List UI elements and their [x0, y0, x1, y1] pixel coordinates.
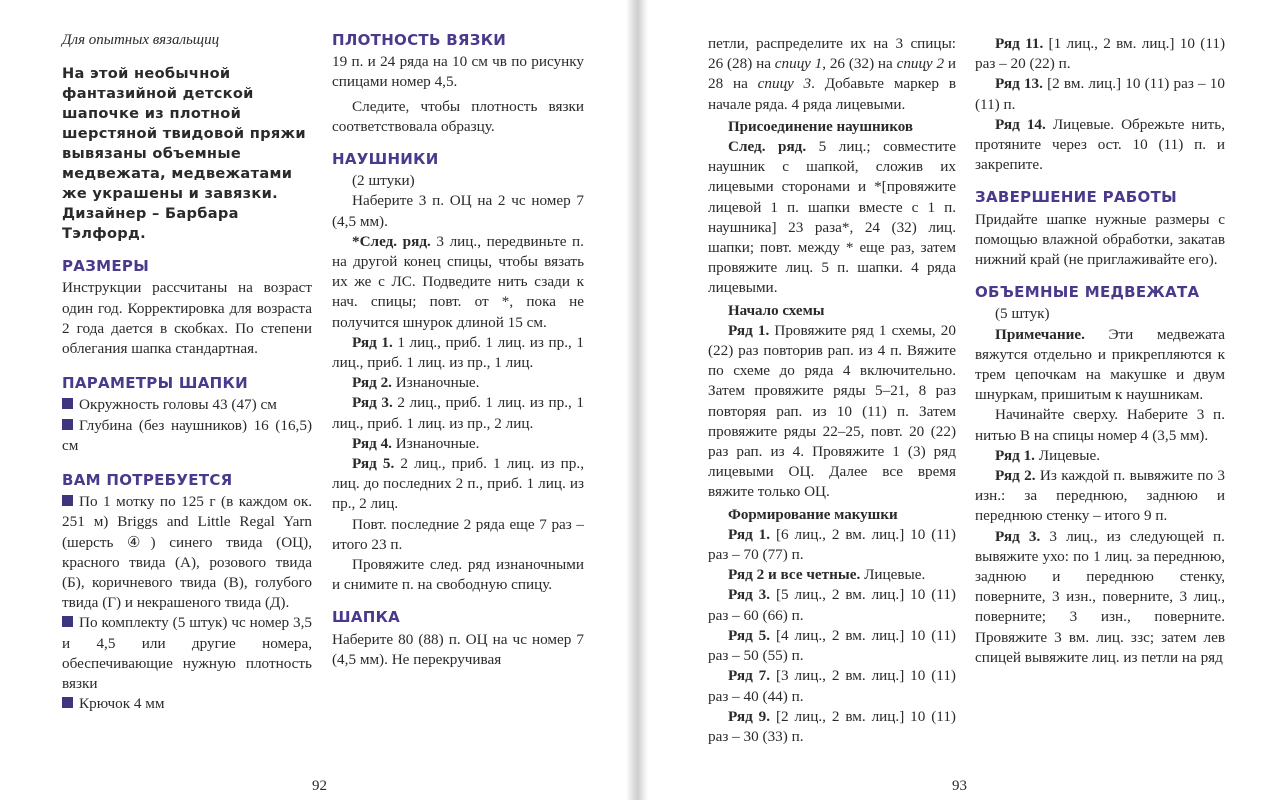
hat-param-item: Глубина (без наушников) 16 (16,5) см: [62, 416, 312, 454]
chart-start-heading: Начало схемы: [728, 302, 825, 319]
finishing-heading: ЗАВЕРШЕНИЕ РАБОТЫ: [975, 188, 1177, 207]
hat-text: Наберите 80 (88) п. ОЦ на чс номер 7 (4,5 мм). Не перекручивая: [332, 630, 584, 668]
book-spine: [626, 0, 648, 800]
column-1: [62, 30, 312, 714]
material-item: По 1 мотку по 125 г (в каждом ок. 251 м) Briggs and Little Regal Yarn (шерсть ④) синего твида (ОЦ), красного твида (А), розового твида (Б), коричневого твида (В), голубого твида (Г) и некрашеного твида (Д).: [62, 493, 312, 612]
crown-row: Ряд 1. [6 лиц., 2 вм. лиц.] 10 (11) раз – 70 (77) п.: [708, 525, 956, 564]
earflap-row: Ряд 5. 2 лиц., приб. 1 лиц. из пр., лиц. до последних 2 п., приб. 1 лиц. из пр., 2 лиц.: [332, 455, 584, 513]
crown-row: Ряд 11. [1 лиц., 2 вм. лиц.] 10 (11) раз – 20 (22) п.: [975, 35, 1226, 73]
column-2: [332, 30, 584, 670]
earflaps-count: (2 штуки): [352, 172, 415, 190]
bears-count: (5 штук): [995, 305, 1050, 323]
page-number-right: 93: [952, 778, 967, 794]
intro-text: На этой необычной фантазийной детской шапочке из плотной шерстяной твидовой пряжи вывязаны объемные медвежата, медвежатами же украшены и завязки. Дизайнер – Барбара Тэлфорд.: [62, 65, 306, 243]
bears-heading: ОБЪЕМНЫЕ МЕДВЕЖАТА: [975, 283, 1200, 302]
crown-row: Ряд 13. [2 вм. лиц.] 10 (11) раз – 10 (11) п.: [975, 75, 1225, 113]
column-3: [708, 34, 956, 747]
crown-row: Ряд 3. [5 лиц., 2 вм. лиц.] 10 (11) раз – 60 (66) п.: [708, 586, 956, 624]
materials-heading: ВАМ ПОТРЕБУЕТСЯ: [62, 471, 233, 490]
finishing-text: Придайте шапке нужные размеры с помощью влажной обработки, закатав нижний край (не приглаживайте его).: [975, 210, 1225, 269]
material-item: Крючок 4 мм: [62, 694, 312, 714]
earflaps-cast-on: Наберите 3 п. ОЦ на 2 чс номер 7 (4,5 мм).: [332, 192, 584, 230]
bears-note: Примечание. Эти медвежата вяжутся отдельно и прикрепляются к трем цепочкам на макушке и двум шнуркам, пришитым к наушникам.: [975, 325, 1225, 404]
earflaps-heading: НАУШНИКИ: [332, 150, 439, 169]
bears-start: Начинайте сверху. Наберите 3 п. нитью В на спицы номер 4 (3,5 мм).: [975, 406, 1225, 444]
earflaps-final: Провяжите след. ряд изнаночными и снимите п. на свободную спицу.: [332, 556, 584, 594]
material-item: По комплекту (5 штук) чс номер 3,5 и 4,5 или другие номера, обеспечивающие нужную плотность вязки: [62, 614, 312, 693]
bear-row: Ряд 1. Лицевые.: [995, 446, 1100, 464]
crown-row: Ряд 2 и все четные. Лицевые.: [728, 566, 926, 584]
bullet-square-icon: [62, 697, 73, 708]
hat-param-item: Окружность головы 43 (47) см: [62, 395, 312, 415]
page-number-left: 92: [312, 778, 327, 794]
crown-row: Ряд 14. Лицевые. Обрежьте нить, протяните через ост. 10 (11) п. и закрепите.: [975, 115, 1225, 174]
earflaps-next-row: *След. ряд. 3 лиц., передвиньте п. на другой конец спицы, чтобы вязать их же с ЛС. Подведите нить сзади к нач. спицы; повт. от *, пока не получится шнурок длиной 15 см.: [332, 232, 584, 331]
column-4: [975, 34, 1225, 668]
hat-params-heading: ПАРАМЕТРЫ ШАПКИ: [62, 374, 248, 393]
earflaps-repeat: Повт. последние 2 ряда еще 7 раз – итого 23 п.: [332, 515, 584, 553]
gauge-note: Следите, чтобы плотность вязки соответствовала образцу.: [332, 97, 584, 135]
crown-row: Ряд 9. [2 лиц., 2 вм. лиц.] 10 (11) раз – 30 (33) п.: [708, 707, 956, 745]
continued-text: петли, распределите их на 3 спицы: 26 (28) на спицу 1, 26 (32) на спицу 2 и 28 на спицу 3. Добавьте маркер в начале ряда. 4 ряда лицевыми.: [708, 35, 956, 113]
crown-heading: Формирование макушки: [728, 506, 898, 523]
chart-start-text: Ряд 1. Провяжите ряд 1 схемы, 20 (22) раз повторив рап. из 4 п. Вяжите по схеме до ряда 4 включительно. Затем провяжите ряды 5–21, 8 раз повторяя рап. из 10 (11) п. Затем провяжите ряды 22–25, повт. 20 (22) раз рап. из 4. Провяжите 1 (3) ряд лицевыми ОЦ. Далее все время вяжите только ОЦ.: [708, 321, 956, 501]
bear-row: Ряд 2. Из каждой п. вывяжите по 3 изн.: за переднюю, заднюю и переднюю стенку – итого 9 п.: [975, 467, 1225, 525]
bullet-square-icon: [62, 398, 73, 409]
bear-row: Ряд 3. 3 лиц., из следующей п. вывяжите ухо: по 1 лиц. за переднюю, заднюю и переднюю стенку, поверните, 3 изн., поверните, 3 лиц., поверните; 3 изн., поверните. Провяжите 3 вм. лиц. ззс; затем лев спицей вывяжите лиц. из петли на ряд: [975, 527, 1225, 666]
hat-heading: ШАПКА: [332, 608, 401, 627]
attach-heading: Присоединение наушников: [728, 118, 913, 135]
sizes-heading: РАЗМЕРЫ: [62, 257, 150, 276]
bullet-square-icon: [62, 495, 73, 506]
crown-row: Ряд 5. [4 лиц., 2 вм. лиц.] 10 (11) раз – 50 (55) п.: [708, 626, 956, 665]
crown-row: Ряд 7. [3 лиц., 2 вм. лиц.] 10 (11) раз – 40 (44) п.: [708, 667, 956, 705]
gauge-heading: ПЛОТНОСТЬ ВЯЗКИ: [332, 31, 507, 49]
earflap-row: Ряд 3. 2 лиц., приб. 1 лиц. из пр., 1 лиц., приб. 1 лиц. из пр., 2 лиц.: [332, 394, 584, 432]
earflap-row: Ряд 2. Изнаночные.: [352, 374, 480, 392]
gauge-text: 19 п. и 24 ряда на 10 см чв по рисунку спицами номер 4,5.: [332, 53, 584, 91]
running-head: Для опытных вязальщиц: [62, 32, 220, 48]
bullet-square-icon: [62, 616, 73, 627]
attach-text: След. ряд. 5 лиц.; совместите наушник с шапкой, сложив их лицевыми сторонами и *[провяжите лицевой 1 п. шапки вместе с 1 п. наушника] 23 раза*, 24 (32) лиц. шапки; повт. между * еще раз, затем провяжите лиц. 5 п. шапки. 4 ряда лицевыми.: [708, 138, 956, 297]
sizes-text: Инструкции рассчитаны на возраст один год. Корректировка для возраста 2 года дается в скобках. По степени облегания шапка стандартная.: [62, 279, 312, 358]
bullet-square-icon: [62, 419, 73, 430]
earflap-row: Ряд 4. Изнаночные.: [352, 434, 480, 452]
earflap-row: Ряд 1. 1 лиц., приб. 1 лиц. из пр., 1 лиц., приб. 1 лиц. из пр., 1 лиц.: [332, 333, 584, 372]
